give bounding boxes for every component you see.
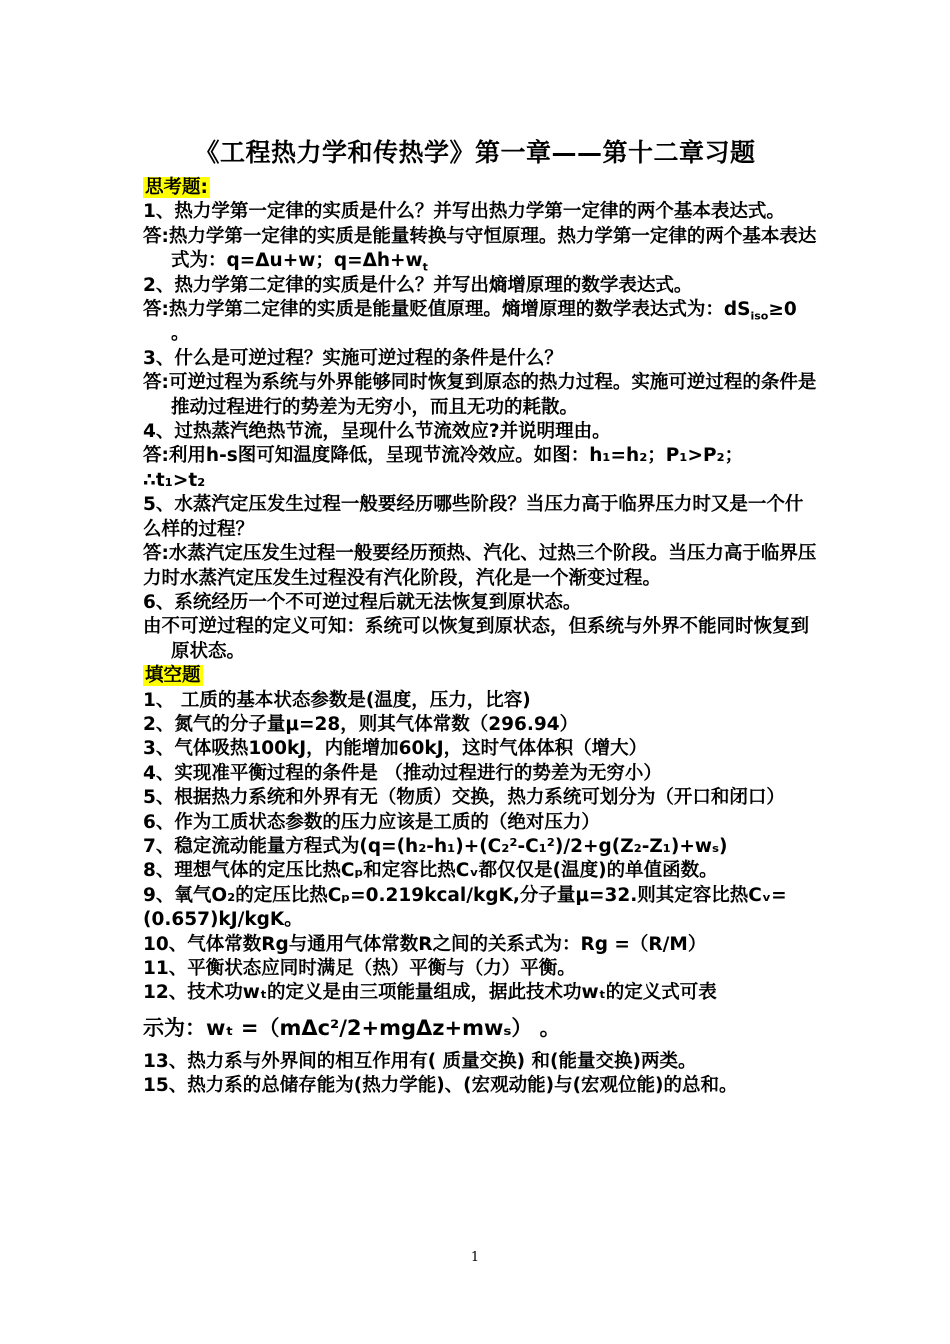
question-2: 2、热力学第二定律的实质是什么？并写出熵增原理的数学表达式。: [143, 274, 693, 296]
question-1: 1、热力学第一定律的实质是什么？并写出热力学第一定律的两个基本表达式。: [143, 201, 785, 223]
answer-2-text: 答:热力学第二定律的实质是能量贬值原理。熵增原理的数学表达式为：dS: [143, 299, 751, 321]
question-6: 6、系统经历一个不可逆过程后就无法恢复到原状态。: [143, 591, 582, 613]
fill-item-3: 3、气体吸热100kJ，内能增加60kJ，这时气体体积（增大）: [143, 738, 648, 760]
fill-item-15: 15、热力系的总储存能为(热力学能)、(宏观动能)与(宏观位能)的总和。: [143, 1075, 738, 1097]
answer-1: [143, 225, 818, 274]
fill-item-6: 6、作为工质状态参数的压力应该是工质的（绝对压力）: [143, 811, 600, 833]
question-5: 5、水蒸汽定压发生过程一般要经历哪些阶段？当压力高于临界压力时又是一个什么样的过程？: [143, 494, 804, 540]
fill-item-12-formula: 示为：wₜ =（mΔc²/2+mgΔz+mwₛ） 。: [143, 1015, 561, 1040]
fill-item-7: 7、稳定流动能量方程式为(q=(h₂-h₁)+(C₂²-C₁²)/2+g(Z₂-Z₁)+wₛ): [143, 835, 728, 857]
answer-6: 由不可逆过程的定义可知：系统可以恢复到原状态，但系统与外界不能同时恢复到原状态。: [143, 616, 810, 662]
answer-4: 答:利用h-s图可知温度降低，呈现节流冷效应。如图：h₁=h₂；P₁>P₂；: [143, 445, 744, 467]
answer-1-text: 答:热力学第一定律的实质是能量转换与守恒原理。热力学第一定律的两个基本表达式为：q=Δu+w；q=Δh+w: [143, 225, 817, 272]
question-4: 4、过热蒸汽绝热节流，呈现什么节流效应?并说明理由。: [143, 421, 611, 443]
answer-2: [143, 298, 818, 347]
page-number: 1: [470, 1250, 480, 1265]
fill-item-5: 5、根据热力系统和外界有无（物质）交换，热力系统可划分为（开口和闭口）: [143, 787, 785, 809]
answer-2-subscript: iso: [750, 309, 769, 323]
section-heading-fill: [143, 664, 818, 688]
fill-item-10: 10、气体常数Rg与通用气体常数R之间的关系式为：Rg =（R/M）: [143, 933, 707, 955]
page-title: 《工程热力学和传热学》第一章——第十二章习题: [194, 138, 756, 167]
fill-item-11: 11、平衡状态应同时满足（热）平衡与（力）平衡。: [143, 958, 576, 979]
fill-item-9: 9、氧气O₂的定压比热Cₚ=0.219kcal/kgK,分子量μ=32.则其定容比热Cᵥ=(0.657)kJ/kgK。: [143, 884, 787, 931]
fill-item-2: 2、氮气的分子量μ=28，则其气体常数（296.94）: [143, 713, 579, 735]
fill-item-13: 13、热力系与外界间的相互作用有( 质量交换) 和(能量交换)两类。: [143, 1050, 697, 1072]
answer-3: 答:可逆过程为系统与外界能够同时恢复到原态的热力过程。实施可逆过程的条件是推动过程进行的势差为无穷小，而且无功的耗散。: [143, 372, 817, 418]
fill-item-12: 12、技术功wₜ的定义是由三项能量组成，据此技术功wₜ的定义式可表: [143, 982, 717, 1004]
question-3: 3、什么是可逆过程？实施可逆过程的条件是什么？: [143, 347, 563, 369]
document-body: [143, 176, 818, 1099]
section-label-highlight: 思考题:: [145, 177, 208, 198]
section-label-highlight: 填空题: [145, 665, 201, 687]
fill-item-4: 4、实现准平衡过程的条件是 （推动过程进行的势差为无穷小）: [143, 762, 662, 784]
answer-4-conclusion: ∴t₁>t₂: [143, 469, 206, 491]
answer-2-tail: ≥0 。: [171, 299, 797, 345]
answer-1-subscript: t: [422, 260, 428, 274]
answer-5: 答:水蒸汽定压发生过程一般要经历预热、汽化、过热三个阶段。当压力高于临界压力时水蒸汽定压发生过程没有汽化阶段，汽化是一个渐变过程。: [143, 543, 817, 589]
fill-item-8: 8、理想气体的定压比热Cₚ和定容比热Cᵥ都仅仅是(温度)的单值函数。: [143, 860, 718, 882]
fill-item-1: 1、 工质的基本状态参数是(温度，压力，比容): [143, 689, 531, 711]
section-heading-thinking: [143, 176, 818, 200]
